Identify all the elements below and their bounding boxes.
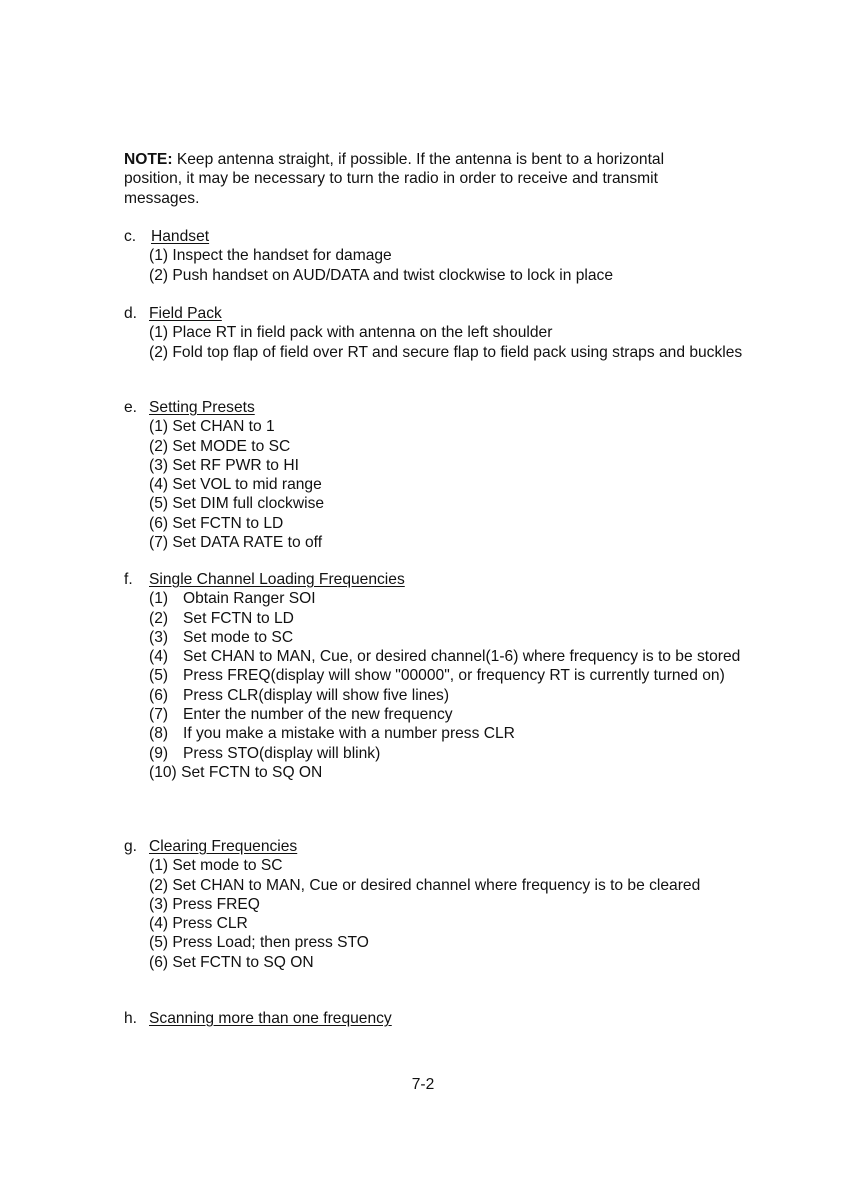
list-item bbox=[124, 666, 744, 685]
section-title: Setting Presets bbox=[149, 399, 255, 416]
section-clearing-frequencies bbox=[124, 837, 744, 972]
note-text: Keep antenna straight, if possible. If the antenna is bent to a horizontal position, it may be necessary to turn the radio in order to receive and transmit messages. bbox=[124, 151, 665, 207]
note-paragraph bbox=[124, 150, 724, 208]
item-number: (2) bbox=[149, 609, 169, 627]
list-item bbox=[124, 705, 744, 724]
section-title: Field Pack bbox=[149, 305, 222, 322]
list-item bbox=[124, 266, 744, 285]
section-letter: g. bbox=[124, 838, 138, 855]
item-number: (4) bbox=[149, 915, 169, 933]
list-item bbox=[124, 953, 744, 972]
item-number: (10) bbox=[149, 763, 177, 781]
item-number: (9) bbox=[149, 744, 169, 762]
item-text: Set CHAN to 1 bbox=[172, 418, 275, 436]
section-title: Clearing Frequencies bbox=[149, 838, 298, 855]
item-number: (4) bbox=[149, 476, 169, 494]
item-text: Set CHAN to MAN, Cue, or desired channel(1-6) where frequency is to be stored bbox=[183, 648, 741, 666]
list-item bbox=[124, 609, 744, 628]
list-item bbox=[124, 417, 744, 436]
section-letter: e. bbox=[124, 399, 138, 416]
item-text: Press FREQ bbox=[172, 895, 260, 913]
item-text: Enter the number of the new frequency bbox=[183, 706, 453, 724]
section-title: Single Channel Loading Frequencies bbox=[149, 571, 405, 588]
item-number: (2) bbox=[149, 437, 169, 455]
section-title: Scanning more than one frequency bbox=[149, 1010, 392, 1027]
item-text: Set DIM full clockwise bbox=[172, 495, 325, 513]
list-item bbox=[124, 933, 744, 952]
list-item bbox=[124, 914, 744, 933]
section-title: Handset bbox=[151, 228, 210, 245]
item-number: (2) bbox=[149, 343, 169, 361]
item-text: Set DATA RATE to off bbox=[172, 534, 323, 552]
note-label: NOTE: bbox=[124, 151, 173, 168]
item-text: Set MODE to SC bbox=[172, 437, 291, 455]
item-number: (4) bbox=[149, 648, 169, 666]
item-text: Press STO(display will blink) bbox=[183, 744, 381, 762]
list-item bbox=[124, 628, 744, 647]
list-item bbox=[124, 686, 744, 705]
item-number: (7) bbox=[149, 534, 169, 552]
item-text: Press CLR(display will show five lines) bbox=[183, 686, 450, 704]
list-item bbox=[124, 533, 744, 552]
list-item bbox=[124, 856, 744, 875]
item-text: Inspect the handset for damage bbox=[172, 247, 392, 265]
section-letter: h. bbox=[124, 1010, 138, 1027]
item-text: Set mode to SC bbox=[183, 628, 294, 646]
list-item bbox=[124, 895, 744, 914]
list-item bbox=[124, 876, 744, 895]
item-number: (1) bbox=[149, 857, 169, 875]
item-text: Press FREQ(display will show "00000", or frequency RT is currently turned on) bbox=[183, 667, 725, 685]
item-number: (3) bbox=[149, 456, 169, 474]
item-number: (6) bbox=[149, 686, 169, 704]
page-number: 7-2 bbox=[411, 1076, 435, 1093]
item-number: (6) bbox=[149, 953, 169, 971]
section-letter: f. bbox=[124, 571, 133, 588]
item-number: (7) bbox=[149, 706, 169, 724]
section-setting-presets bbox=[124, 398, 744, 552]
section-single-channel-loading bbox=[124, 570, 744, 782]
list-item bbox=[124, 494, 744, 513]
list-item bbox=[124, 456, 744, 475]
section-scanning bbox=[124, 1009, 744, 1028]
list-item bbox=[124, 323, 744, 342]
list-item bbox=[124, 744, 744, 763]
item-text: Obtain Ranger SOI bbox=[183, 590, 316, 608]
item-number: (8) bbox=[149, 725, 169, 743]
item-text: Set FCTN to SQ ON bbox=[181, 763, 323, 781]
item-number: (5) bbox=[149, 934, 169, 952]
section-handset bbox=[124, 227, 744, 285]
item-number: (5) bbox=[149, 667, 169, 685]
list-item bbox=[124, 763, 744, 782]
list-item bbox=[124, 437, 744, 456]
item-number: (3) bbox=[149, 628, 169, 646]
list-item bbox=[124, 647, 744, 666]
item-number: (2) bbox=[149, 876, 169, 894]
item-text: Press Load; then press STO bbox=[172, 934, 369, 952]
item-text: Set mode to SC bbox=[172, 857, 283, 875]
item-text: Set FCTN to SQ ON bbox=[172, 953, 314, 971]
item-text: Press CLR bbox=[172, 915, 248, 933]
list-item bbox=[124, 475, 744, 494]
item-text: Place RT in field pack with antenna on the left shoulder bbox=[172, 324, 553, 342]
item-number: (2) bbox=[149, 266, 169, 284]
item-text: Set RF PWR to HI bbox=[172, 456, 299, 474]
item-text: Fold top flap of field over RT and secure flap to field pack using straps and buckles bbox=[172, 343, 743, 361]
section-letter: d. bbox=[124, 305, 138, 322]
item-text: Push handset on AUD/DATA and twist clockwise to lock in place bbox=[172, 266, 613, 284]
list-item bbox=[124, 246, 744, 265]
item-text: If you make a mistake with a number press CLR bbox=[183, 725, 515, 743]
item-text: Set CHAN to MAN, Cue or desired channel where frequency is to be cleared bbox=[172, 876, 701, 894]
list-item bbox=[124, 514, 744, 533]
item-text: Set FCTN to LD bbox=[183, 609, 294, 627]
item-text: Set VOL to mid range bbox=[172, 476, 322, 494]
item-number: (1) bbox=[149, 324, 169, 342]
list-item bbox=[124, 343, 744, 362]
item-number: (3) bbox=[149, 895, 169, 913]
item-number: (1) bbox=[149, 590, 169, 608]
item-number: (1) bbox=[149, 418, 169, 436]
item-number: (5) bbox=[149, 495, 169, 513]
section-letter: c. bbox=[124, 228, 137, 245]
list-item bbox=[124, 724, 744, 743]
item-number: (6) bbox=[149, 514, 169, 532]
item-text: Set FCTN to LD bbox=[172, 514, 284, 532]
item-number: (1) bbox=[149, 247, 169, 265]
list-item bbox=[124, 589, 744, 608]
section-field-pack bbox=[124, 304, 744, 362]
